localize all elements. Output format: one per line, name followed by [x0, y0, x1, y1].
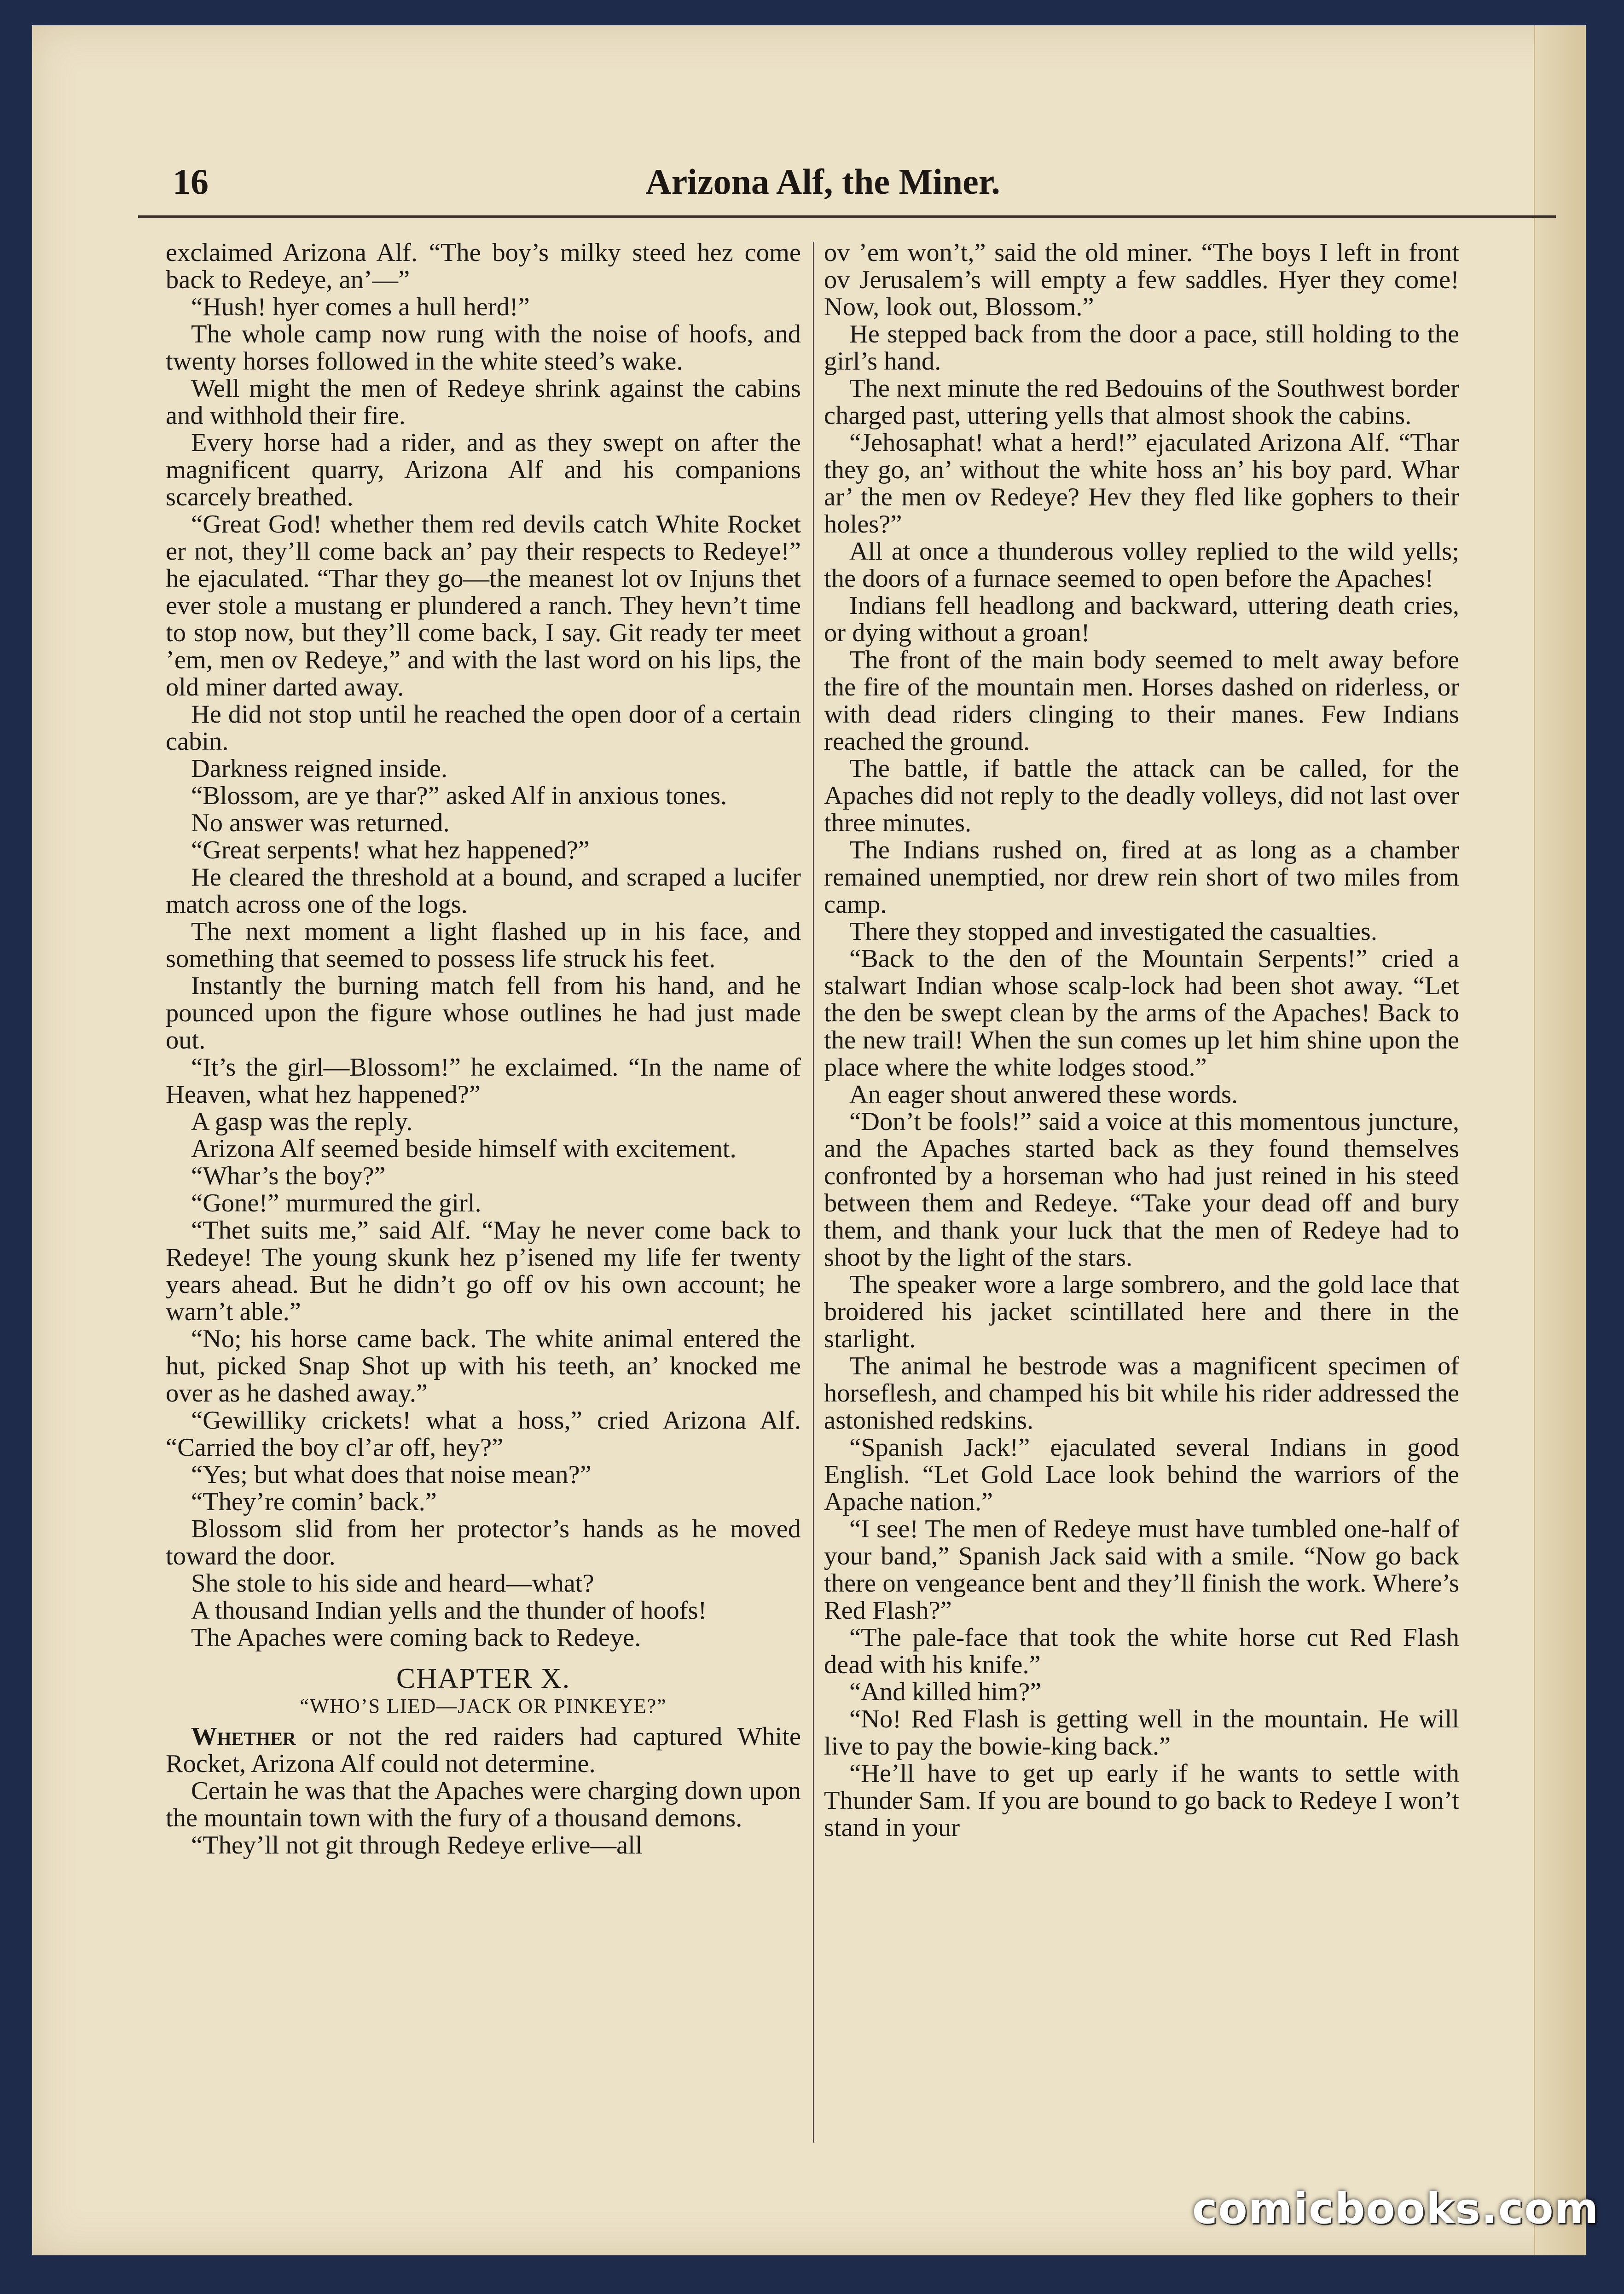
paragraph: An eager shout anwered these words.: [849, 1080, 1238, 1109]
paragraph: [166, 1723, 801, 1778]
drop-word: Whether: [191, 1722, 296, 1751]
chapter-heading: CHAPTER X.: [396, 1663, 571, 1694]
paragraph: “No; his horse came back. The white animal entered the hut, picked Snap Shot up with his teeth, an’ knocked me over as he dashed away.”: [166, 1325, 801, 1408]
paragraph-text: or not the red raiders had captured White Rocket, Arizona Alf could not determine.: [166, 1722, 801, 1778]
paragraph: “Gewilliky crickets! what a hoss,” cried Arizona Alf. “Carried the boy cl’ar off, hey?”: [166, 1406, 801, 1462]
paragraph: “Blossom, are ye thar?” asked Alf in anxious tones.: [191, 782, 727, 810]
paragraph: He stepped back from the door a pace, still holding to the girl’s hand.: [824, 320, 1459, 376]
paragraph: “He’ll have to get up early if he wants to settle with Thunder Sam. If you are bound to go back to Redeye I won’t stand in your: [824, 1759, 1459, 1842]
paragraph: Instantly the burning match fell from his hand, and he pounced upon the figure whose outlines he had just made out.: [166, 972, 801, 1054]
paragraph: He cleared the threshold at a bound, and scraped a lucifer match across one of the logs.: [166, 863, 801, 919]
paragraph: A gasp was the reply.: [191, 1107, 413, 1136]
paragraph: “Gone!” murmured the girl.: [191, 1189, 481, 1217]
page-edge: [1534, 25, 1586, 2255]
paragraph: The Indians rushed on, fired at as long as a chamber remained unemptied, nor drew rein short of two miles from camp.: [824, 836, 1459, 919]
paragraph: “Whar’s the boy?”: [191, 1162, 386, 1190]
paragraph: Well might the men of Redeye shrink against the cabins and withhold their fire.: [166, 374, 801, 430]
paragraph: “Great serpents! what hez happened?”: [191, 836, 590, 864]
site-watermark: comicbooks.com: [1192, 2184, 1600, 2233]
paragraph: “Great God! whether them red devils catch White Rocket er not, they’ll come back an’ pay their respects to Redeye!” he ejaculated. “Thar they go—the meanest lot ov Injuns thet ever stole a mustang er plundered a ranch. They hevn’t time to stop now, but they’ll come back, I say. Git ready ter meet ’em, men ov Redeye,” and with the last word on his lips, the old miner darted away.: [166, 510, 801, 701]
paragraph: All at once a thunderous volley replied to the wild yells; the doors of a furnace seemed to open before the Apaches!: [824, 537, 1459, 593]
paragraph: “The pale-face that took the white horse cut Red Flash dead with his knife.”: [824, 1623, 1459, 1679]
paragraph: Blossom slid from her protector’s hands as he moved toward the door.: [166, 1515, 801, 1570]
paragraph: The battle, if battle the attack can be called, for the Apaches did not reply to the deadly volleys, did not last over three minutes.: [824, 754, 1459, 837]
paragraph: The Apaches were coming back to Redeye.: [191, 1623, 641, 1652]
paragraph: “Hush! hyer comes a hull herd!”: [191, 293, 530, 321]
paragraph: ov ’em won’t,” said the old miner. “The boys I left in front ov Jerusalem’s will empty a few saddles. Hyer they come! Now, look out, Blossom.”: [824, 239, 1459, 321]
paragraph: She stole to his side and heard—what?: [191, 1569, 594, 1598]
paragraph: “They’ll not git through Redeye erlive—all: [191, 1831, 643, 1860]
paragraph: The whole camp now rung with the noise of hoofs, and twenty horses followed in the white steed’s wake.: [166, 320, 801, 376]
paragraph: “And killed him?”: [849, 1678, 1042, 1706]
paragraph: “Spanish Jack!” ejaculated several Indians in good English. “Let Gold Lace look behind the warriors of the Apache nation.”: [824, 1433, 1459, 1516]
right-column: [824, 239, 1459, 2163]
paragraph: Arizona Alf seemed beside himself with excitement.: [191, 1135, 737, 1163]
paragraph: “No! Red Flash is getting well in the mountain. He will live to pay the bowie-king back.”: [824, 1705, 1459, 1761]
page-header: [140, 156, 1505, 212]
paragraph: He did not stop until he reached the open door of a certain cabin.: [166, 700, 801, 756]
paragraph: The next moment a light flashed up in his face, and something that seemed to possess life struck his feet.: [166, 917, 801, 973]
left-column: [166, 239, 801, 2163]
paragraph: The front of the main body seemed to melt away before the fire of the mountain men. Horses dashed on riderless, or with dead riders clinging to their manes. Few Indians reached the ground.: [824, 646, 1459, 756]
paragraph: “They’re comin’ back.”: [191, 1488, 437, 1516]
column-divider: [813, 242, 814, 2143]
paragraph: There they stopped and investigated the casualties.: [849, 917, 1377, 946]
paragraph: “Thet suits me,” said Alf. “May he never come back to Redeye! The young skunk hez p’isened my life fer twenty years ahead. But he didn’t go off ov his own account; he warn’t able.”: [166, 1216, 801, 1326]
paragraph: “It’s the girl—Blossom!” he exclaimed. “In the name of Heaven, what hez happened?”: [166, 1053, 801, 1109]
paragraph: A thousand Indian yells and the thunder of hoofs!: [191, 1596, 707, 1625]
chapter-subtitle: “WHO’S LIED—JACK OR PINKEYE?”: [300, 1695, 667, 1717]
paragraph: “Don’t be fools!” said a voice at this momentous juncture, and the Apaches started back as they found themselves confronted by a horseman who had just reined in his steed between them and Redeye. “Take your dead off and bury them, and thank your luck that the men of Redeye had to shoot by the light of the stars.: [824, 1107, 1459, 1272]
page-number: 16: [173, 162, 209, 202]
paragraph: “Back to the den of the Mountain Serpents!” cried a stalwart Indian whose scalp-lock had been shot away. “Let the den be swept clean by the arms of the Apaches! Back to the new trail! When the sun comes up let him shine upon the place where the white lodges stood.”: [824, 944, 1459, 1082]
paragraph: No answer was returned.: [191, 809, 450, 837]
running-title: Arizona Alf, the Miner.: [645, 162, 1000, 202]
paragraph: Indians fell headlong and backward, uttering death cries, or dying without a groan!: [824, 591, 1459, 647]
paragraph: The animal he bestrode was a magnificent specimen of horseflesh, and champed his bit while his rider addressed the astonished redskins.: [824, 1352, 1459, 1435]
paragraph: The speaker wore a large sombrero, and the gold lace that broidered his jacket scintillated here and there in the starlight.: [824, 1270, 1459, 1353]
paragraph: Every horse had a rider, and as they swept on after the magnificent quarry, Arizona Alf and his companions scarcely breathed.: [166, 429, 801, 511]
paragraph: exclaimed Arizona Alf. “The boy’s milky steed hez come back to Redeye, an’—”: [166, 239, 801, 294]
paragraph: Certain he was that the Apaches were charging down upon the mountain town with the fury of a thousand demons.: [166, 1777, 801, 1832]
paragraph: “Jehosaphat! what a herd!” ejaculated Arizona Alf. “Thar they go, an’ without the white hoss an’ his boy pard. Whar ar’ the men ov Redeye? Hev they fled like gophers to their holes?”: [824, 429, 1459, 539]
paragraph: Darkness reigned inside.: [191, 754, 447, 783]
paragraph: The next minute the red Bedouins of the Southwest border charged past, uttering yells that almost shook the cabins.: [824, 374, 1459, 430]
paragraph: “I see! The men of Redeye must have tumbled one-half of your band,” Spanish Jack said with a smile. “Now go back there on vengeance bent and they’ll finish the work. Where’s Red Flash?”: [824, 1515, 1459, 1625]
paragraph: “Yes; but what does that noise mean?”: [191, 1460, 592, 1489]
header-rule: [138, 215, 1556, 218]
